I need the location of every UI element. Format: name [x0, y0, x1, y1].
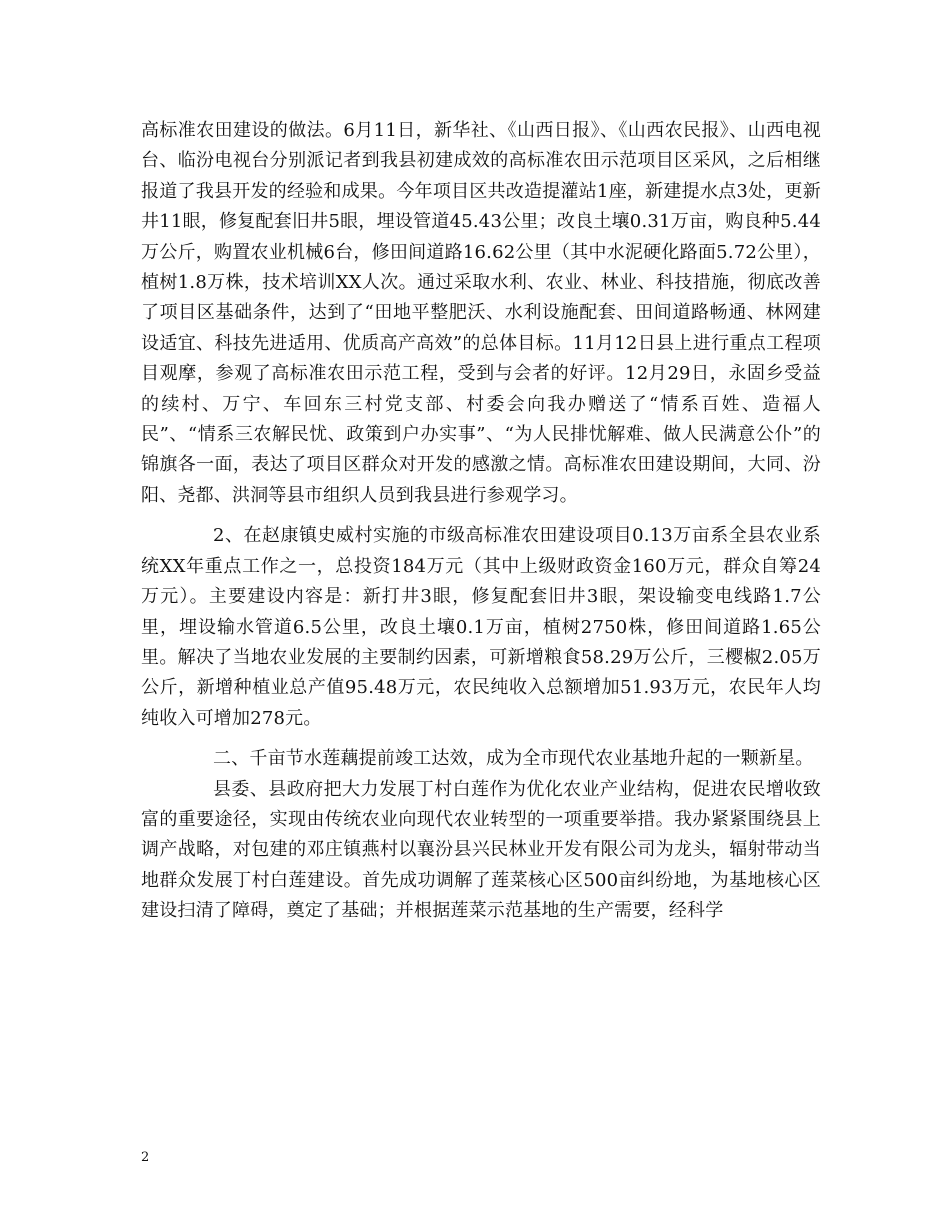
document-body [141, 116, 821, 927]
paragraph-project-results: 高标准农田建设的做法。6月11日，新华社、《山西日报》、《山西农民报》、山西电视台、临汾电视台分别派记者到我县初建成效的高标准农田示范项目区采风，之后相继报道了我县开发的经验和成果。今年项目区共改造提灌站1座，新建提水点3处，更新井11眼，修复配套旧井5眼，埋设管道45.43公里；改良土壤0.31万亩，购良种5.44万公斤，购置农业机械6台，修田间道路16.62公里（其中水泥硬化路面5.72公里），植树1.8万株，技术培训XX人次。通过采取水利、农业、林业、科技措施，彻底改善了项目区基础条件，达到了“田地平整肥沃、水利设施配套、田间道路畅通、林网建设适宜、科技先进适用、优质高产高效”的总体目标。11月12日县上进行重点工程项目观摩，参观了高标准农田示范工程，受到与会者的好评。12月29日，永固乡受益的续村、万宁、车回东三村党支部、村委会向我办赠送了“情系百姓、造福人民”、“情系三农解民忧、政策到户办实事”、“为人民排忧解难、做人民满意公仆”的锦旗各一面，表达了项目区群众对开发的感激之情。高标准农田建设期间，大同、汾阳、尧都、洪洞等县市组织人员到我县进行参观学习。 [141, 120, 821, 506]
page-number: 2 [141, 1150, 150, 1165]
paragraph-dingcun-white-lotus: 县委、县政府把大力发展丁村白莲作为优化农业产业结构，促进农民增收致富的重要途径，实现由传统农业向现代农业转型的一项重要举措。我办紧紧围绕县上调产战略，对包建的邓庄镇燕村以襄汾县兴民林业开发有限公司为龙头，辐射带动当地群众发展丁村白莲建设。首先成功调解了莲菜核心区500亩纠纷地，为基地核心区建设扫清了障碍，奠定了基础；并根据莲菜示范基地的生产需要，经科学 [141, 778, 821, 922]
section-heading-lotus-base: 二、千亩节水莲藕提前竣工达效，成为全市现代农业基地升起的一颗新星。 [213, 748, 814, 770]
paragraph-shiwei-village-project: 2、在赵康镇史威村实施的市级高标准农田建设项目0.13万亩系全县农业系统XX年重点工作之一，总投资184万元（其中上级财政资金160万元，群众自筹24万元）。主要建设内容是：新打井3眼，修复配套旧井3眼，架设输变电线路1.7公里，埋设输水管道6.5公里，改良土壤0.1万亩，植树2750株，修田间道路1.65公里。解决了当地农业发展的主要制约因素，可新增粮食58.29万公斤，三樱椒2.05万公斤，新增种植业总产值95.48万元，农民纯收入总额增加51.93万元，农民年人均纯收入可增加278元。 [141, 525, 821, 729]
